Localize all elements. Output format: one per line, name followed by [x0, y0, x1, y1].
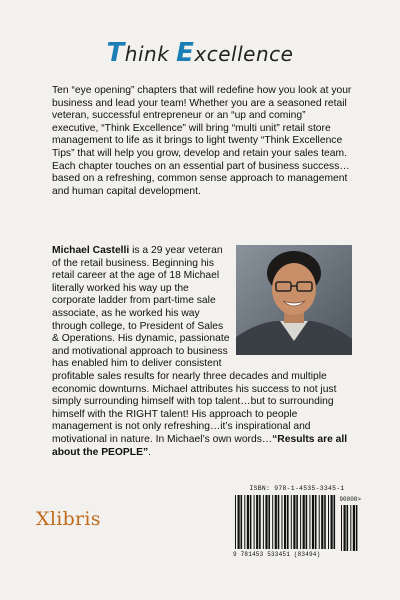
- author-photo: [236, 245, 352, 355]
- barcode-bar: [321, 495, 323, 549]
- barcode-bar: [315, 495, 317, 549]
- barcode-bar: [278, 495, 280, 549]
- barcode-bar: [256, 495, 258, 549]
- book-title: [0, 38, 400, 68]
- barcode-bar: [324, 495, 326, 549]
- isbn-label: ISBN: 978-1-4535-3345-1: [249, 485, 345, 492]
- publisher-logo: Xlibris: [36, 508, 101, 530]
- ean-barcode: [233, 495, 337, 551]
- barcode-bar: [254, 495, 255, 549]
- barcode-bar: [331, 495, 333, 549]
- title-part-2: xcellence: [194, 42, 294, 66]
- price-code: 90000>: [339, 496, 361, 503]
- bio-end: .: [148, 446, 151, 458]
- barcode-bar: [250, 495, 252, 549]
- title-part-1: hink: [124, 42, 177, 66]
- author-bio: [52, 245, 352, 459]
- barcode-bar: [268, 495, 270, 549]
- barcode-bar: [282, 495, 283, 549]
- title-cap-t: T: [106, 38, 125, 68]
- intro-paragraph: Ten “eye opening” chapters that will redefine how you look at your business and lead your team! Whether you are a seasoned retail veteran, successful entrepreneur or an “up and coming” executive, “Think Excellence” will bring “multi unit” retail store management to life as it brings to light twenty “Think Excellence Tips” that will help you grow, develop and retain your sales team. Each chapter touches on an essential part of business success…based on a refreshing, common sense approach to management and human capital development.: [52, 85, 352, 197]
- barcode-bar: [341, 505, 342, 551]
- barcode-digits: 9 781453 533451 (83494): [233, 551, 321, 558]
- barcode-bar: [247, 495, 249, 549]
- author-name: Michael Castelli: [52, 245, 130, 256]
- barcode-bar: [353, 505, 355, 551]
- barcode-bar: [263, 495, 264, 549]
- barcode-bar: [293, 495, 295, 549]
- barcode-block: [233, 485, 361, 563]
- barcode-bar: [296, 495, 298, 549]
- barcode-bar: [309, 495, 310, 549]
- barcode-bar: [356, 505, 358, 551]
- barcode-bar: [303, 495, 305, 549]
- barcode-bar: [265, 495, 267, 549]
- barcode-bar: [284, 495, 286, 549]
- barcode-bar: [241, 495, 243, 549]
- barcode-bar: [291, 495, 292, 549]
- barcode-bar: [328, 495, 329, 549]
- barcode-bar: [344, 505, 346, 551]
- barcode-bar: [306, 495, 308, 549]
- barcode-bar: [275, 495, 277, 549]
- barcode-bar: [235, 495, 236, 549]
- barcode-bar: [334, 495, 336, 549]
- barcode-bar: [259, 495, 261, 549]
- barcode-bar: [300, 495, 301, 549]
- barcode-bar: [319, 495, 320, 549]
- barcode-bar: [347, 505, 349, 551]
- barcode-bar: [312, 495, 314, 549]
- barcode-bar: [244, 495, 245, 549]
- addon-barcode: [339, 505, 361, 551]
- bio-quote: “Results are all about the PEOPLE”: [52, 433, 348, 458]
- barcode-bar: [272, 495, 273, 549]
- bio-text: is a 29 year veteran of the retail business. Beginning his retail career at the age of 18 Michael literally worked his way up the corporate ladder from part-time sale associate, as he worked his way through college, to President of Sales & Operations. His dynamic, passionate and motivational approach to business has enabled him to deliver consistent profitable sales results for nearly three decades and multiple economic downturns. Michael attributes his success to not just simply surrounding himself with top talent…but to surrounding himself with the RIGHT talent! His approach to people management is not only refreshing…it’s inspirational and motivational in nature. In Michael’s own words…: [52, 245, 337, 445]
- barcode-bar: [350, 505, 351, 551]
- title-cap-e: E: [176, 38, 195, 68]
- barcode-bar: [287, 495, 289, 549]
- barcode-bar: [238, 495, 240, 549]
